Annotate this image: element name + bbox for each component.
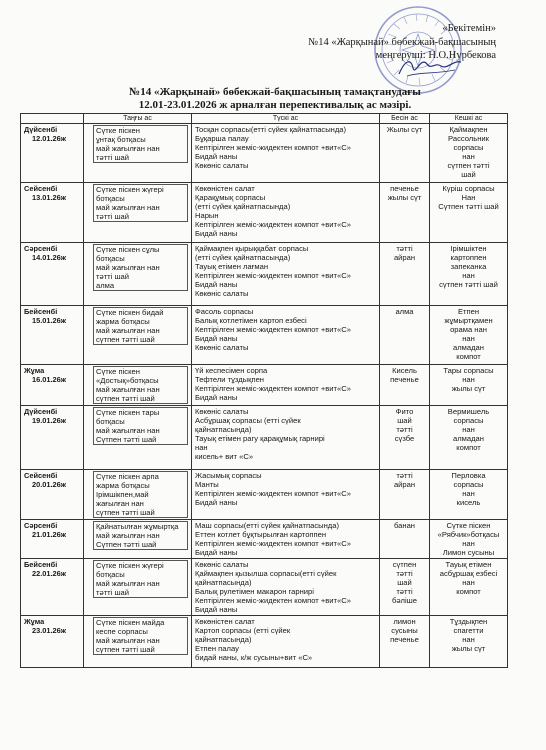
day-date: 14.01.26ж (32, 253, 67, 262)
meal-item: алма (395, 307, 414, 316)
breakfast-cell (84, 243, 192, 306)
day-name: Жұма (24, 366, 45, 375)
meal-item: сүзбе (394, 434, 415, 443)
meal-item: сүтпен тәтті шай (96, 645, 155, 654)
meal-item: Бидай наны (195, 334, 238, 343)
meal-item: Көкөніс салаты (195, 161, 249, 170)
meal-list (433, 184, 504, 211)
meal-item: май жағылған нан (96, 531, 160, 540)
meal-item: жарма ботқасы (96, 317, 150, 326)
meal-item: май жағылған нан (96, 385, 160, 394)
meal-item: қайнатпасында) (195, 578, 252, 587)
meal-list (383, 407, 426, 443)
day-cell (21, 365, 84, 406)
day-name: Сейсенбі (24, 184, 58, 193)
meal-item: компот (456, 443, 481, 452)
meal-item: ботқасы (96, 570, 125, 579)
meal-item: Кептірілген жеміс-жидектен компот +вит«С» (195, 271, 351, 280)
lunch-cell (192, 406, 380, 470)
day-date: 22.01.26ж (32, 569, 67, 578)
meal-list (93, 521, 188, 550)
meal-item: сүтпен тәтті шай (439, 280, 498, 289)
meal-item: Балық котлетімен картоп езбесі (195, 316, 307, 325)
meal-list (433, 307, 504, 361)
meal-item: Тары сорпасы (443, 366, 494, 375)
meal-item: Сүтке піскен жүгері (96, 561, 164, 570)
meal-item: жылы сүт (387, 193, 422, 202)
meal-list (93, 244, 188, 291)
meal-item: Перловка (451, 471, 486, 480)
meal-item: нан (195, 443, 208, 452)
snack-cell (380, 183, 430, 243)
meal-list (383, 471, 426, 489)
meal-item: «Рябчик»ботқасы (437, 530, 500, 539)
meal-item: май жағылған нан (96, 263, 160, 272)
meal-list (93, 407, 188, 445)
meal-item: орама нан (450, 325, 487, 334)
meal-item: нан (462, 539, 475, 548)
meal-list (383, 125, 426, 134)
meal-list (433, 560, 504, 596)
day-cell (21, 306, 84, 365)
day-name: Сәрсенбі (24, 521, 58, 530)
meal-item: Ірімшікпен,май (96, 490, 149, 499)
day-cell (21, 183, 84, 243)
dinner-cell (430, 124, 508, 183)
meal-list (433, 471, 504, 507)
meal-item: Сүтке піскен тары (96, 408, 160, 417)
meal-item: Кептірілген жеміс-жидектен компот +вит«С» (195, 539, 351, 548)
meal-item: Фито (395, 407, 414, 416)
day-name: Бейсенбі (24, 307, 58, 316)
day-cell (21, 616, 84, 668)
meal-item: Кептірілген жеміс-жидектен компот +вит«С» (195, 596, 351, 605)
meal-item: Сүтпен тәтті шай (96, 540, 157, 549)
day-date: 21.01.26ж (32, 530, 67, 539)
snack-cell (380, 365, 430, 406)
meal-list (383, 617, 426, 644)
dinner-cell (430, 306, 508, 365)
meal-item: бәліше (391, 596, 417, 605)
header-snack: Бесін ас (380, 114, 430, 124)
meal-item: ботқасы (96, 417, 125, 426)
meal-item: Бидай наны (195, 229, 238, 238)
meal-item: «Достық»ботқасы (96, 376, 159, 385)
meal-list (383, 307, 426, 316)
meal-item: банан (393, 521, 415, 530)
snack-cell (380, 559, 430, 616)
meal-item: тәтті шай (96, 212, 130, 221)
table-row (21, 520, 508, 559)
meal-item: сусыны (391, 626, 418, 635)
meal-item: Бидай наны (195, 393, 238, 402)
meal-item: май жағылған нан (96, 144, 160, 153)
meal-item: тәтті (396, 569, 413, 578)
meal-item: айран (393, 253, 416, 262)
meal-item: сүтпен тәтті шай (96, 508, 155, 517)
breakfast-cell (84, 559, 192, 616)
meal-item: Бидай наны (195, 152, 238, 161)
meal-item: Тауық етімен лағман (195, 262, 269, 271)
meal-item: кеспе сорпасы (96, 627, 148, 636)
meal-item: айран (393, 480, 416, 489)
menu-body (21, 124, 508, 668)
snack-cell (380, 124, 430, 183)
meal-item: май жағылған нан (96, 426, 160, 435)
meal-item: сүтпен тәтті (447, 161, 490, 170)
dinner-cell (430, 243, 508, 306)
title-line-1: №14 «Жарқынай» бөбекжай-бақшасының тамақтанудағы (129, 86, 421, 98)
meal-item: ботқасы (96, 254, 125, 263)
day-date: 20.01.26ж (32, 480, 67, 489)
meal-list (383, 244, 426, 262)
day-date: 19.01.26ж (32, 416, 67, 425)
meal-list (195, 560, 376, 614)
table-row (21, 306, 508, 365)
meal-item: сорпасы (453, 480, 484, 489)
meal-list (93, 125, 188, 163)
meal-list (383, 560, 426, 605)
day-name: Сейсенбі (24, 471, 58, 480)
meal-item: сорпасы (453, 143, 484, 152)
meal-item: Тауық етімен рагу қарақұмық гарнирі (195, 434, 325, 443)
dinner-cell (430, 559, 508, 616)
meal-list (383, 521, 426, 530)
meal-list (195, 617, 376, 662)
meal-item: (етті сүйек қайнатпасында) (195, 202, 291, 211)
meal-list (383, 366, 426, 384)
meal-item: нан (462, 578, 475, 587)
day-cell (21, 243, 84, 306)
header-breakfast: Таңғы ас (84, 114, 192, 124)
meal-item: Қарақұмық сорпасы (195, 193, 266, 202)
meal-item: Сүтке піскен майда (96, 618, 165, 627)
meal-item: Сүтпен тәтті шай (96, 435, 157, 444)
meal-item: Сүтке піскен сұлы (96, 245, 160, 254)
meal-list (433, 244, 504, 289)
meal-list (93, 307, 188, 345)
meal-item: картоппен (450, 253, 487, 262)
header-dinner: Кешкі ас (430, 114, 508, 124)
meal-list (433, 407, 504, 452)
meal-item: нан (462, 334, 475, 343)
meal-item: май жағылған нан (96, 326, 160, 335)
meal-item: Бидай наны (195, 280, 238, 289)
meal-item: Лимон сусыны (442, 548, 495, 557)
meal-item: Еттен котлет бұқтырылған картоппен (195, 530, 327, 539)
day-date: 15.01.26ж (32, 316, 67, 325)
meal-item: сүтпен (392, 560, 417, 569)
meal-item: компот (456, 352, 481, 361)
meal-item: тәтті (396, 587, 413, 596)
day-date: 13.01.26ж (32, 193, 67, 202)
meal-item: тәтті шай (96, 588, 130, 597)
meal-list (195, 244, 376, 298)
meal-item: Қаймақпен қырыққабат сорпасы (195, 244, 309, 253)
meal-item: Асбұршақ сорпасы (етті сүйек (195, 416, 301, 425)
snack-cell (380, 406, 430, 470)
approval-manager: меңгерушi: Н.О.Нурбекова (375, 50, 496, 61)
meal-item: ботқасы (96, 194, 125, 203)
table-row (21, 616, 508, 668)
meal-item: ұнтақ ботқасы (96, 135, 146, 144)
meal-item: Етпен (457, 307, 480, 316)
meal-item: тәтті (396, 244, 413, 253)
meal-item: Тұздықпен (449, 617, 488, 626)
meal-item: Сүтке піскен (96, 126, 140, 135)
breakfast-cell (84, 470, 192, 520)
breakfast-cell (84, 365, 192, 406)
meal-item: май жағылған нан (96, 636, 160, 645)
meal-item: асбұршақ езбесі (439, 569, 498, 578)
meal-item: нан (462, 635, 475, 644)
meal-item: Кептірілген жеміс-жидектен компот +вит«С» (195, 489, 351, 498)
meal-item: Көкөніс салаты (195, 407, 249, 416)
day-name: Сәрсенбі (24, 244, 58, 253)
meal-list (195, 184, 376, 238)
meal-item: Қайнатылған жұмыртқа (96, 522, 179, 531)
meal-item: Картоп сорпасы (етті сүйек (195, 626, 291, 635)
meal-item: шай (461, 170, 476, 179)
meal-item: тәтті (396, 425, 413, 434)
table-row (21, 183, 508, 243)
meal-item: Маш сорпасы(етті сүйек қайнатпасында) (195, 521, 339, 530)
meal-list (195, 407, 376, 461)
dinner-cell (430, 470, 508, 520)
table-row (21, 559, 508, 616)
snack-cell (380, 520, 430, 559)
meal-item: печенье (390, 375, 419, 384)
meal-item: Кептірілген жеміс-жидектен компот +вит«С» (195, 220, 351, 229)
meal-item: Жасымық сорпасы (195, 471, 262, 480)
meal-item: запеканка (450, 262, 487, 271)
lunch-cell (192, 470, 380, 520)
meal-item: Вермишель (447, 407, 490, 416)
table-row (21, 470, 508, 520)
meal-item: жұмыртқамен (444, 316, 493, 325)
lunch-cell (192, 183, 380, 243)
lunch-cell (192, 365, 380, 406)
meal-item: сорпасы (453, 416, 484, 425)
meal-item: Кисель (392, 366, 417, 375)
table-row (21, 124, 508, 183)
approval-block (308, 22, 496, 63)
title-line-2: 12.01-23.01.2026 ж арналған перепективалық ас мәзірі. (138, 98, 412, 111)
meal-item: Қаймақпен (449, 125, 488, 134)
day-cell (21, 520, 84, 559)
meal-item: Етпен палау (195, 644, 239, 653)
meal-list (433, 617, 504, 653)
meal-list (93, 366, 188, 404)
approval-label: «Бекітемін» (442, 23, 496, 34)
meal-list (433, 521, 504, 557)
meal-item: Үй кеспесімен сорпа (195, 366, 268, 375)
document-title (60, 86, 490, 111)
day-cell (21, 559, 84, 616)
snack-cell (380, 243, 430, 306)
meal-item: Ірімшіктен (450, 244, 487, 253)
meal-item: сүтпен тәтті шай (96, 335, 155, 344)
meal-item: Тефтели тұздықпен (195, 375, 264, 384)
meal-item: қайнатпасында) (195, 635, 252, 644)
meal-item: кисель (456, 498, 481, 507)
breakfast-cell (84, 406, 192, 470)
meal-item: май жағылған нан (96, 203, 160, 212)
dinner-cell (430, 406, 508, 470)
meal-item: нан (462, 152, 475, 161)
meal-item: жарма ботқасы (96, 481, 150, 490)
meal-list (433, 366, 504, 393)
meal-item: тәтті шай (96, 153, 130, 162)
meal-list (433, 125, 504, 179)
meal-item: Тосқан сорпасы(етті сүйек қайнатпасында) (195, 125, 347, 134)
meal-list (93, 617, 188, 655)
meal-item: кисель+ вит «С» (195, 452, 254, 461)
meal-list (93, 184, 188, 222)
meal-item: Бидай наны (195, 498, 238, 507)
meal-item: Сүтке піскен (446, 521, 491, 530)
breakfast-cell (84, 183, 192, 243)
meal-item: печенье (390, 635, 419, 644)
breakfast-cell (84, 124, 192, 183)
meal-item: Кептірілген жеміс-жидектен компот +вит«С» (195, 143, 351, 152)
meal-item: тәтті (396, 471, 413, 480)
meal-item: Нарын (195, 211, 219, 220)
table-row (21, 406, 508, 470)
dinner-cell (430, 616, 508, 668)
day-date: 23.01.26ж (32, 626, 67, 635)
meal-item: май жағылған нан (96, 579, 160, 588)
meal-item: Сүтке піскен (96, 367, 140, 376)
meal-item: Манты (195, 480, 219, 489)
meal-list (93, 560, 188, 598)
snack-cell (380, 470, 430, 520)
day-name: Дүйсенбі (24, 407, 58, 416)
meal-item: Көкөніс салаты (195, 343, 249, 352)
meal-item: Кептірілген жеміс-жидектен компот +вит«С» (195, 384, 351, 393)
day-cell (21, 470, 84, 520)
meal-item: спагетти (453, 626, 484, 635)
day-date: 12.01.26ж (32, 134, 67, 143)
meal-item: нан (462, 375, 475, 384)
meal-list (195, 521, 376, 557)
snack-cell (380, 616, 430, 668)
meal-list (195, 307, 376, 352)
meal-list (195, 125, 376, 170)
meal-list (93, 471, 188, 518)
day-name: Бейсенбі (24, 560, 58, 569)
meal-item: Балық рулетімен макарон гарнирі (195, 587, 314, 596)
day-cell (21, 406, 84, 470)
lunch-cell (192, 243, 380, 306)
breakfast-cell (84, 616, 192, 668)
meal-item: Көкөніс салаты (195, 560, 249, 569)
lunch-cell (192, 616, 380, 668)
meal-item: Бұқарша палау (195, 134, 249, 143)
dinner-cell (430, 520, 508, 559)
table-header-row (21, 114, 508, 124)
meal-item: (етті сүйек қайнатпасында) (195, 253, 291, 262)
meal-item: нан (462, 271, 475, 280)
meal-item: сүтпен тәтті шай (96, 394, 155, 403)
meal-item: жағылған нан (96, 499, 144, 508)
approval-kindergarten: №14 «Жарқынай» бөбекжай-бақшасының (308, 36, 496, 48)
meal-item: нан (462, 489, 475, 498)
table-row (21, 243, 508, 306)
meal-item: Рассольник (448, 134, 489, 143)
meal-item: Көкөністен салат (195, 617, 255, 626)
day-cell (21, 124, 84, 183)
meal-item: Сүтпен тәтті шай (438, 202, 499, 211)
meal-item: Күріш сорпасы (442, 184, 495, 193)
day-name: Дүйсенбі (24, 125, 58, 134)
snack-cell (380, 306, 430, 365)
meal-item: Кептірілген жеміс-жидектен компот +вит«С» (195, 325, 351, 334)
menu-table (20, 113, 508, 668)
meal-item: алма (96, 281, 115, 290)
meal-item: печенье (390, 184, 419, 193)
dinner-cell (430, 183, 508, 243)
meal-list (383, 184, 426, 202)
meal-item: Бидай наны (195, 548, 238, 557)
meal-item: нан (462, 425, 475, 434)
day-date: 16.01.26ж (32, 375, 67, 384)
lunch-cell (192, 306, 380, 365)
meal-item: бидай наны, к/ж сусыны+вит «С» (195, 653, 313, 662)
dinner-cell (430, 365, 508, 406)
meal-item: тәтті шай (96, 272, 130, 281)
meal-item: Тауық етімен (445, 560, 492, 569)
table-row (21, 365, 508, 406)
meal-item: Фасоль сорпасы (195, 307, 254, 316)
breakfast-cell (84, 306, 192, 365)
header-lunch: Түскі ас (192, 114, 380, 124)
lunch-cell (192, 559, 380, 616)
meal-item: Көкөністен салат (195, 184, 255, 193)
meal-item: шай (397, 578, 412, 587)
day-name: Жұма (24, 617, 45, 626)
meal-list (195, 366, 376, 402)
lunch-cell (192, 124, 380, 183)
meal-item: компот (456, 587, 481, 596)
meal-item: жылы сүт (451, 384, 486, 393)
meal-item: Көкөніс салаты (195, 289, 249, 298)
meal-item: жылы сүт (451, 644, 486, 653)
meal-item: Жылы сүт (386, 125, 423, 134)
breakfast-cell (84, 520, 192, 559)
meal-item: Қаймақпен қызылша сорпасы(етті сүйек (195, 569, 337, 578)
meal-item: Сүтке піскен арпа (96, 472, 159, 481)
meal-list (195, 471, 376, 507)
meal-item: Сүтке піскен бидай (96, 308, 164, 317)
meal-item: Сүтке піскен жүгері (96, 185, 164, 194)
meal-item: қайнатпасында) (195, 425, 252, 434)
meal-item: алмадан (453, 343, 484, 352)
meal-item: лимон (393, 617, 416, 626)
lunch-cell (192, 520, 380, 559)
meal-item: Нан (461, 193, 476, 202)
header-day (21, 114, 84, 124)
meal-item: алмадан (453, 434, 484, 443)
meal-item: Бидай наны (195, 605, 238, 614)
meal-item: шай (397, 416, 412, 425)
